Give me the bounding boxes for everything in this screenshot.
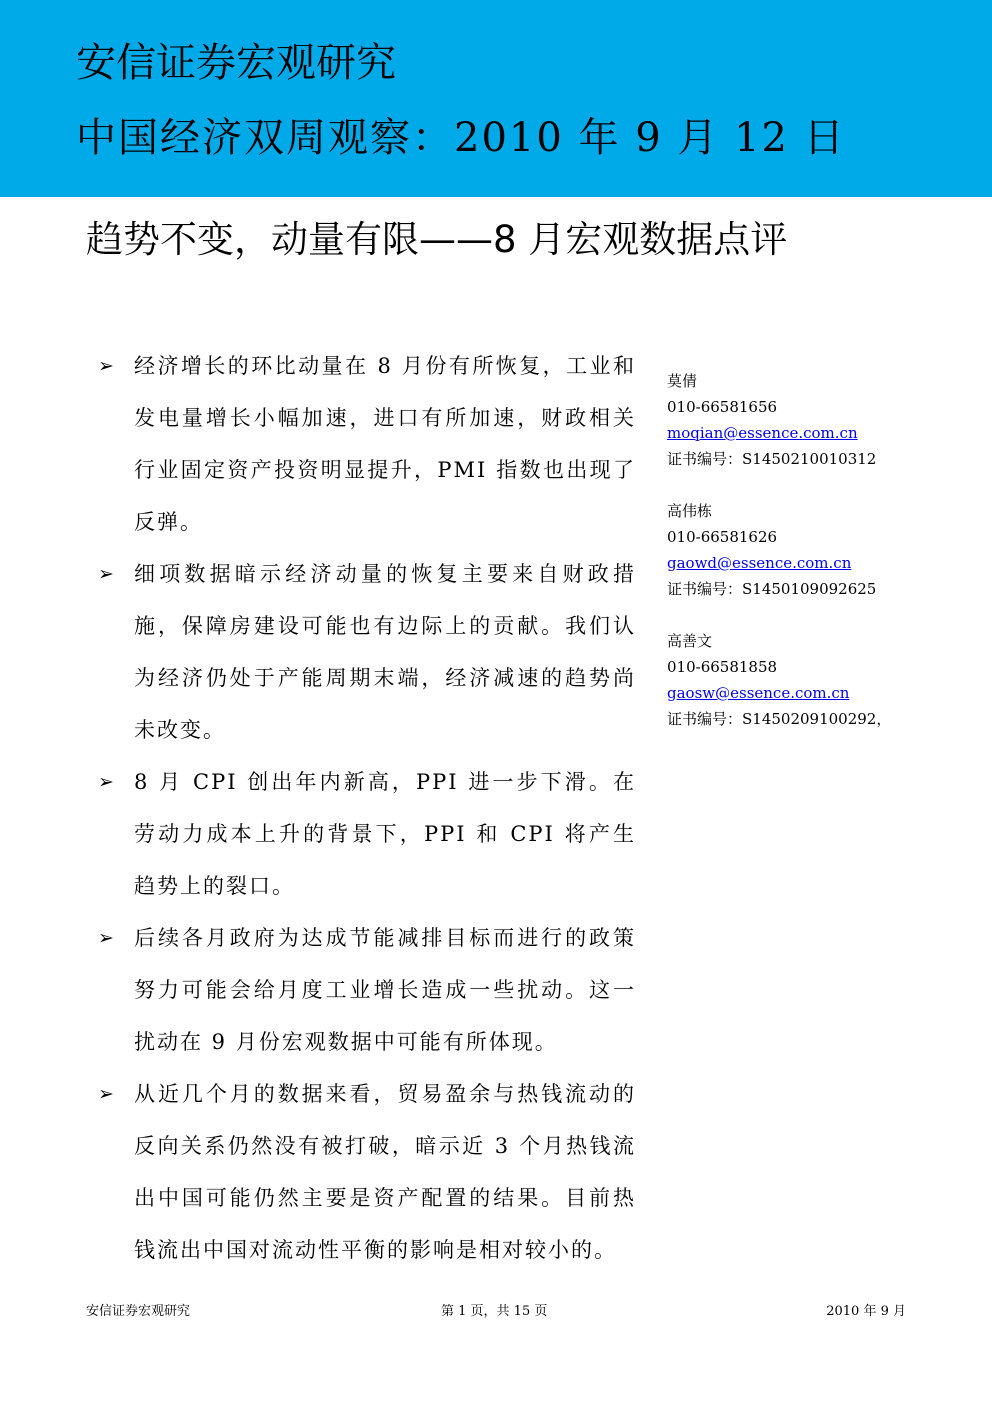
bullet-text: 细项数据暗示经济动量的恢复主要来自财政措施，保障房建设可能也有边际上的贡献。我们认为经济仍处于产能周期末端，经济减速的趋势尚未改变。 (134, 562, 636, 742)
summary-bullet-1 (96, 340, 636, 548)
arrow-bullet-icon: ➢ (98, 1083, 116, 1105)
arrow-bullet-icon: ➢ (98, 771, 116, 793)
summary-bullet-4 (96, 912, 636, 1068)
author-phone: 010-66581858 (667, 658, 778, 676)
author-contacts (667, 368, 967, 758)
summary-bullet-list (96, 340, 636, 1276)
page-footer (86, 1300, 906, 1324)
author-email-link[interactable]: gaosw@essence.com.cn (667, 684, 850, 702)
author-name: 高伟栋 (667, 502, 713, 520)
bullet-text: 经济增长的环比动量在 8 月份有所恢复，工业和发电量增长小幅加速，进口有所加速，财政相关行业固定资产投资明显提升，PMI 指数也出现了反弹。 (134, 354, 636, 534)
organization-title: 安信证券宏观研究 (76, 40, 396, 86)
author-certificate: 证书编号：S1450210010312 (667, 450, 877, 468)
author-block (667, 498, 967, 602)
footer-date: 2010 年 9 月 (826, 1304, 906, 1319)
arrow-bullet-icon: ➢ (98, 563, 116, 585)
author-certificate: 证书编号：S1450209100292， (667, 710, 892, 728)
arrow-bullet-icon: ➢ (98, 927, 116, 949)
summary-bullet-3 (96, 756, 636, 912)
report-title: 中国经济双周观察：2010 年 9 月 12 日 (76, 115, 846, 161)
author-certificate: 证书编号：S1450109092625 (667, 580, 877, 598)
author-phone: 010-66581626 (667, 528, 778, 546)
summary-bullet-2 (96, 548, 636, 756)
author-name: 莫倩 (667, 372, 698, 390)
author-block (667, 628, 967, 732)
author-name: 高善文 (667, 632, 713, 650)
author-phone: 010-66581656 (667, 398, 778, 416)
summary-bullet-5 (96, 1068, 636, 1276)
arrow-bullet-icon: ➢ (98, 355, 116, 377)
header-banner (0, 0, 992, 197)
footer-page-number: 第 1 页，共 15 页 (441, 1304, 548, 1319)
author-block (667, 368, 967, 472)
footer-organization: 安信证券宏观研究 (86, 1304, 191, 1319)
bullet-text: 8 月 CPI 创出年内新高，PPI 进一步下滑。在劳动力成本上升的背景下，PPI 和 CPI 将产生趋势上的裂口。 (134, 770, 636, 898)
bullet-text: 从近几个月的数据来看，贸易盈余与热钱流动的反向关系仍然没有被打破，暗示近 3 个月热钱流出中国可能仍然主要是资产配置的结果。目前热钱流出中国对流动性平衡的影响是相对较小的。 (134, 1082, 636, 1262)
bullet-text: 后续各月政府为达成节能减排目标而进行的政策努力可能会给月度工业增长造成一些扰动。这一扰动在 9 月份宏观数据中可能有所体现。 (134, 926, 636, 1054)
author-email-link[interactable]: gaowd@essence.com.cn (667, 554, 852, 572)
author-email-link[interactable]: moqian@essence.com.cn (667, 424, 858, 442)
page-headline: 趋势不变，动量有限——8 月宏观数据点评 (86, 218, 788, 261)
